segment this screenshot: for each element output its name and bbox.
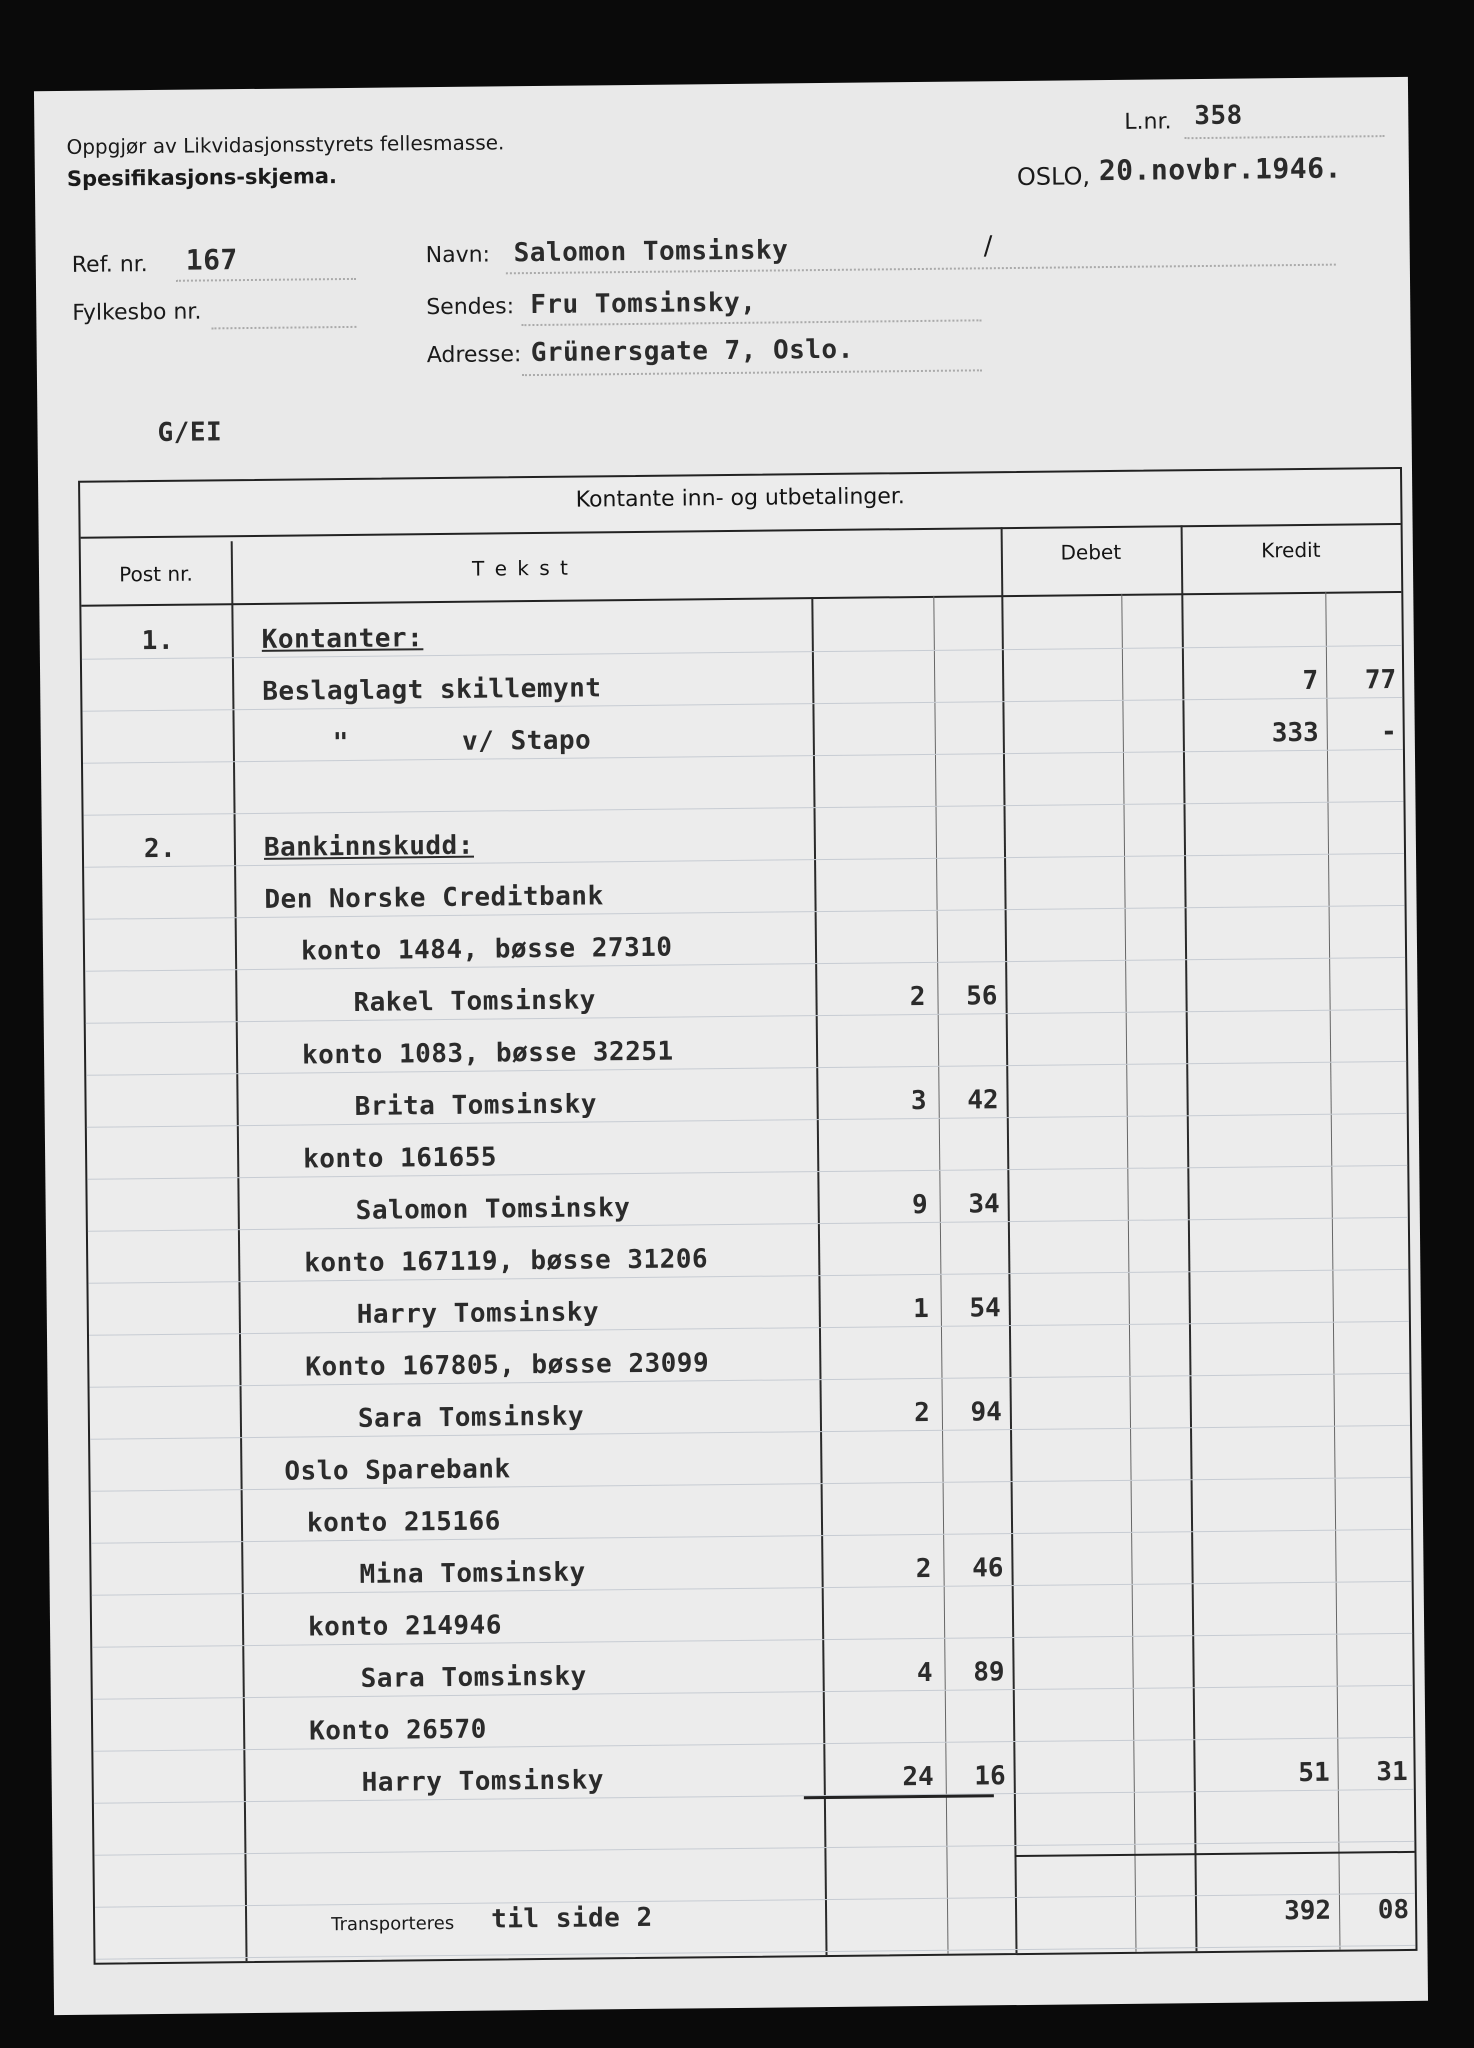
row-sub-ore — [938, 1063, 998, 1064]
ledger-table — [78, 467, 1417, 1965]
table-title: Kontante inn- og utbetalinger. — [575, 484, 905, 513]
row-kredit-kr — [1182, 644, 1318, 645]
row-sub-kr — [812, 700, 922, 701]
sendes-label: Sendes: — [426, 294, 515, 321]
row-sub-kr — [821, 1480, 931, 1481]
row-kredit-ore — [1329, 903, 1399, 904]
row-kredit-ore — [1336, 1631, 1406, 1632]
row-sub-ore: 54 — [969, 1293, 1001, 1324]
row-sub-ore: 56 — [966, 981, 998, 1012]
footer-label: Transporteres — [331, 1912, 455, 1936]
row-kredit-ore — [1331, 1163, 1401, 1164]
slash-mark: / — [983, 231, 993, 262]
row-text: konto 161655 — [303, 1142, 498, 1175]
row-sub-kr — [819, 1376, 929, 1377]
row-kredit-kr — [1186, 1008, 1322, 1009]
row-sub-kr — [814, 856, 924, 857]
row-kredit-kr — [1189, 1320, 1325, 1321]
row-sub-kr — [815, 960, 925, 961]
row-kredit-ore — [1335, 1475, 1405, 1476]
row-kredit-kr — [1183, 800, 1319, 801]
row-text: Bankinnskudd: — [263, 830, 475, 863]
row-kredit-ore — [1337, 1735, 1407, 1736]
row-text: Harry Tomsinsky — [361, 1765, 605, 1798]
row-kredit-ore: - — [1380, 717, 1397, 748]
row-text: Salomon Tomsinsky — [355, 1193, 631, 1226]
row-kredit-kr: 51 — [1298, 1757, 1330, 1789]
row-kredit-ore — [1326, 643, 1396, 644]
row-sub-kr: 9 — [911, 1189, 928, 1221]
row-sub-ore — [934, 647, 994, 648]
row-kredit-kr — [1193, 1684, 1329, 1685]
row-kredit-kr — [1188, 1268, 1324, 1269]
row-sub-kr: 2 — [915, 1553, 932, 1585]
initials: G/EI — [157, 417, 223, 448]
row-kredit-ore: 77 — [1364, 665, 1397, 696]
row-kredit-kr: 7 — [1302, 665, 1319, 696]
row-sub-kr — [816, 1064, 926, 1065]
row-sub-kr: 4 — [916, 1657, 933, 1689]
row-sub-kr — [818, 1272, 928, 1273]
adresse-dotline — [522, 369, 982, 376]
fylkesbo-dotline — [211, 326, 356, 330]
row-text: konto 215166 — [306, 1506, 501, 1539]
row-text: Mina Tomsinsky — [359, 1557, 586, 1590]
row-kredit-kr — [1185, 956, 1321, 957]
row-text: Sara Tomsinsky — [360, 1661, 587, 1694]
col-header-tekst: T e k s t — [471, 555, 570, 581]
total-rule — [1014, 1851, 1414, 1857]
row-kredit-ore — [1332, 1215, 1402, 1216]
row-sub-ore: 94 — [970, 1397, 1003, 1428]
row-sub-kr: 2 — [909, 981, 926, 1013]
row-sub-ore — [941, 1375, 1001, 1376]
row-sub-kr — [822, 1636, 932, 1637]
row-sub-ore: 16 — [974, 1761, 1006, 1792]
row-kredit-kr — [1189, 1372, 1325, 1373]
total-ore: 08 — [1377, 1894, 1410, 1926]
ref-label: Ref. nr. — [71, 252, 148, 278]
adresse-value: Grünersgate 7, Oslo. — [530, 334, 854, 369]
date-value: 20.novbr.1946. — [1098, 151, 1343, 188]
row-kredit-ore — [1328, 851, 1398, 852]
row-sub-ore — [936, 855, 996, 856]
row-kredit-kr — [1191, 1476, 1327, 1477]
row-kredit-kr — [1190, 1424, 1326, 1425]
row-kredit-ore — [1335, 1527, 1405, 1528]
row-kredit-ore — [1334, 1423, 1404, 1424]
row-sub-ore: 89 — [973, 1657, 1005, 1688]
row-text: Harry Tomsinsky — [356, 1297, 600, 1330]
row-sub-ore — [935, 803, 995, 804]
row-kredit-ore — [1332, 1267, 1402, 1268]
row-kredit-kr — [1186, 1060, 1322, 1061]
lnr-label: L.nr. — [1124, 109, 1172, 135]
row-kredit-kr: 333 — [1271, 717, 1319, 749]
navn-value: Salomon Tomsinsky — [513, 235, 789, 269]
row-kredit-kr — [1188, 1216, 1324, 1217]
row-sub-ore — [940, 1271, 1000, 1272]
row-text: Konto 167805, bøsse 23099 — [305, 1348, 710, 1383]
row-kredit-ore — [1337, 1683, 1407, 1684]
row-sub-ore — [943, 1479, 1003, 1480]
row-kredit-ore — [1336, 1579, 1406, 1580]
row-text: Den Norske Creditbank — [264, 881, 604, 915]
ref-value: 167 — [185, 243, 238, 277]
row-text: Konto 26570 — [308, 1714, 487, 1747]
document-page — [34, 77, 1428, 2015]
row-text: Rakel Tomsinsky — [353, 985, 596, 1018]
row-sub-kr — [823, 1740, 933, 1741]
row-sub-kr — [813, 752, 923, 753]
row-sub-kr: 24 — [902, 1761, 934, 1793]
row-sub-kr — [817, 1168, 927, 1169]
row-sub-ore — [937, 959, 997, 960]
sendes-value: Fru Tomsinsky, — [530, 287, 757, 321]
ref-dotline — [176, 278, 356, 282]
row-sub-ore: 34 — [968, 1189, 1000, 1220]
lnr-value: 358 — [1194, 100, 1243, 132]
row-kredit-ore — [1329, 955, 1399, 956]
row-sub-kr: 2 — [914, 1397, 931, 1429]
row-text: konto 214946 — [307, 1610, 503, 1643]
row-kredit-kr — [1185, 904, 1321, 905]
row-kredit-ore — [1327, 799, 1397, 800]
form-title: Oppgjør av Likvidasjonsstyrets fellesmasse. — [66, 130, 505, 159]
row-kredit-ore — [1331, 1111, 1401, 1112]
row-sub-ore — [934, 699, 994, 700]
row-sub-ore: 42 — [967, 1085, 999, 1116]
row-sub-kr — [812, 648, 922, 649]
row-kredit-kr — [1187, 1112, 1323, 1113]
fylkesbo-label: Fylkesbo nr. — [72, 299, 202, 326]
row-text: Brita Tomsinsky — [354, 1089, 598, 1122]
row-sub-ore — [939, 1167, 999, 1168]
total-kr: 392 — [1283, 1895, 1332, 1927]
row-post-nr: 2. — [143, 833, 177, 865]
sendes-dotline — [521, 319, 981, 326]
subtotal-underline — [804, 1794, 994, 1799]
navn-label: Navn: — [425, 242, 491, 269]
row-text: Beslaglagt skillemynt — [262, 673, 602, 707]
row-sub-ore: 46 — [972, 1553, 1004, 1584]
row-kredit-ore: 31 — [1376, 1756, 1408, 1788]
col-header-kredit: Kredit — [1261, 537, 1321, 563]
adresse-label: Adresse: — [426, 342, 522, 369]
row-sub-ore — [945, 1739, 1005, 1740]
col-header-debet: Debet — [1060, 539, 1122, 565]
col-header-post: Post nr. — [119, 561, 193, 587]
row-sub-kr — [815, 908, 925, 909]
row-kredit-kr — [1184, 852, 1320, 853]
row-sub-kr — [821, 1532, 931, 1533]
lnr-dotline — [1185, 135, 1385, 139]
row-kredit-kr — [1187, 1164, 1323, 1165]
row-sub-kr: 3 — [910, 1085, 927, 1117]
footer-text: til side 2 — [490, 1902, 653, 1935]
row-text: Sara Tomsinsky — [357, 1401, 585, 1434]
row-text: konto 167119, bøsse 31206 — [304, 1244, 709, 1279]
row-kredit-kr — [1193, 1736, 1329, 1737]
oslo-label: OSLO, — [1016, 162, 1091, 191]
row-text: Oslo Sparebank — [284, 1454, 511, 1487]
row-sub-ore — [943, 1531, 1003, 1532]
row-kredit-ore — [1330, 1007, 1400, 1008]
row-post-nr: 1. — [141, 625, 175, 657]
row-kredit-ore — [1333, 1371, 1403, 1372]
row-kredit-ore — [1333, 1319, 1403, 1320]
row-kredit-kr — [1192, 1632, 1328, 1633]
title-divider — [81, 523, 1401, 539]
row-sub-ore — [935, 751, 995, 752]
row-sub-ore — [944, 1635, 1004, 1636]
ruled-line — [96, 1945, 1416, 1960]
row-sub-kr: 1 — [912, 1293, 929, 1325]
row-kredit-kr — [1192, 1580, 1328, 1581]
row-text: " v/ Stapo — [332, 725, 592, 759]
row-kredit-ore — [1330, 1059, 1400, 1060]
row-text: konto 1484, bøsse 27310 — [300, 932, 673, 967]
form-subtitle: Spesifikasjons-skjema. — [66, 164, 338, 191]
row-text: konto 1083, bøsse 32251 — [301, 1036, 674, 1071]
row-sub-ore — [937, 907, 997, 908]
row-text: Kontanter: — [261, 623, 424, 655]
row-sub-kr — [813, 804, 923, 805]
row-kredit-kr — [1191, 1528, 1327, 1529]
